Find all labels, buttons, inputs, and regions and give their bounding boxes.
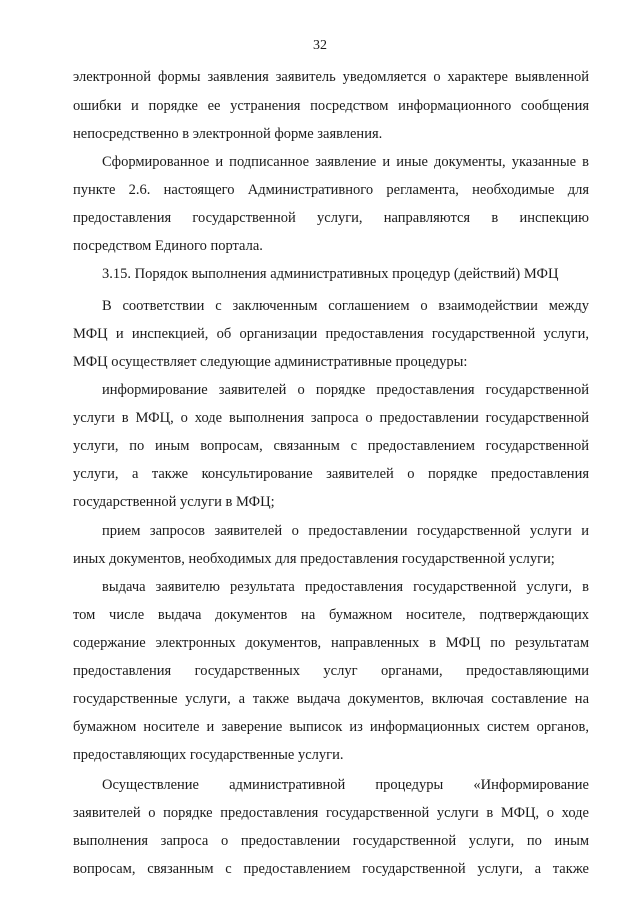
- text-line: услуги, по иным вопросам, связанным с предоставлением государственной: [73, 438, 589, 454]
- text-line: государственные услуги, а также выдача документов, включая составление на: [73, 691, 589, 707]
- text-line: услуги в МФЦ, о ходе выполнения запроса о предоставлении государственной: [73, 410, 589, 426]
- text-line: электронной формы заявления заявитель уведомляется о характере выявленной: [73, 69, 589, 85]
- text-line: содержание электронных документов, направленных в МФЦ по результатам: [73, 635, 589, 651]
- text-line: предоставляющих государственные услуги.: [73, 747, 344, 763]
- text-line: заявителей о порядке предоставления государственной услуги в МФЦ, о ходе: [73, 805, 589, 821]
- text-line: МФЦ осуществляет следующие административные процедуры:: [73, 354, 468, 370]
- page-number: 32: [313, 38, 327, 53]
- text-line: государственной услуги в МФЦ;: [73, 494, 275, 510]
- text-line: выполнения запроса о предоставлении государственной услуги, по иным: [73, 833, 589, 849]
- text-line: иных документов, необходимых для предоставления государственной услуги;: [73, 551, 555, 567]
- text-line: услуги, а также консультирование заявителей о порядке предоставления: [73, 466, 589, 482]
- text-line: посредством Единого портала.: [73, 238, 263, 254]
- text-line: МФЦ и инспекцией, об организации предоставления государственной услуги,: [73, 326, 589, 342]
- text-line: предоставления государственных услуг органами, предоставляющими: [73, 663, 589, 679]
- text-line: прием запросов заявителей о предоставлении государственной услуги и: [102, 523, 589, 539]
- text-line: Сформированное и подписанное заявление и иные документы, указанные в: [102, 154, 589, 170]
- text-line: непосредственно в электронной форме заявления.: [73, 126, 383, 142]
- section-heading: 3.15. Порядок выполнения административных процедур (действий) МФЦ: [102, 266, 559, 282]
- text-line: ошибки и порядке ее устранения посредством информационного сообщения: [73, 98, 589, 114]
- text-line: вопросам, связанным с предоставлением государственной услуги, а также: [73, 861, 589, 877]
- text-line: предоставления государственной услуги, направляются в инспекцию: [73, 210, 589, 226]
- text-line: том числе выдача документов на бумажном носителе, подтверждающих: [73, 607, 589, 623]
- text-line: пункте 2.6. настоящего Административного регламента, необходимые для: [73, 182, 589, 198]
- text-line: В соответствии с заключенным соглашением о взаимодействии между: [102, 298, 589, 314]
- text-line: Осуществление административной процедуры «Информирование: [102, 777, 589, 793]
- text-line: информирование заявителей о порядке предоставления государственной: [102, 382, 589, 398]
- text-line: бумажном носителе и заверение выписок из информационных систем органов,: [73, 719, 589, 735]
- text-line: выдача заявителю результата предоставления государственной услуги, в: [102, 579, 589, 595]
